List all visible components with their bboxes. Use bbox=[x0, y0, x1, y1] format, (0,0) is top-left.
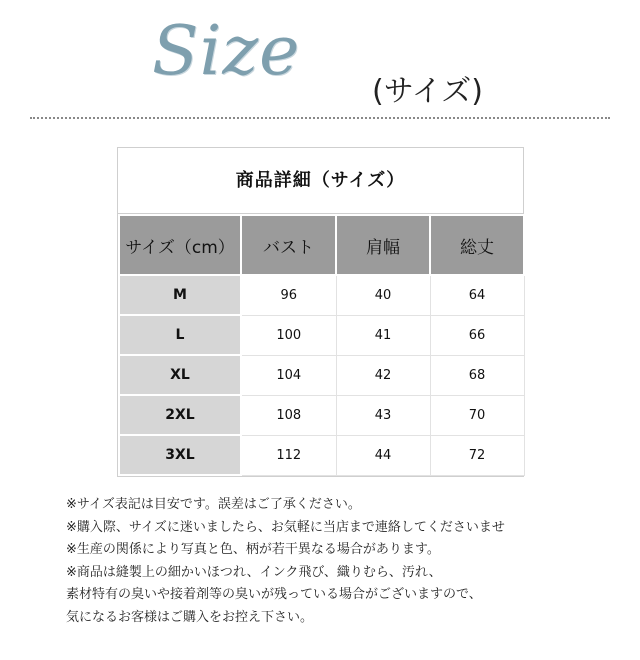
header-row bbox=[119, 215, 524, 275]
size-subtitle: (サイズ) bbox=[372, 74, 484, 109]
bust-cell: 96 bbox=[241, 275, 336, 315]
shoulder-cell: 43 bbox=[336, 395, 430, 435]
note-line: 素材特有の臭いや接着剤等の臭いが残っている場合がございますので、 bbox=[66, 587, 482, 602]
note-line: ※生産の関係により写真と色、柄が若干異なる場合があります。 bbox=[66, 542, 440, 557]
size-cell: 3XL bbox=[119, 435, 241, 475]
shoulder-cell: 41 bbox=[336, 315, 430, 355]
note-line: ※購入際、サイズに迷いましたら、お気軽に当店まで連絡してくださいませ bbox=[66, 519, 505, 535]
length-cell: 64 bbox=[430, 275, 524, 315]
dotted-divider bbox=[30, 117, 610, 119]
size-table bbox=[117, 147, 524, 477]
size-cell: M bbox=[119, 275, 241, 315]
note-line: ※商品は縫製上の細かいほつれ、インク飛び、織りむら、汚れ、 bbox=[66, 564, 442, 580]
length-cell: 66 bbox=[430, 315, 524, 355]
length-cell: 70 bbox=[430, 395, 524, 435]
bust-cell: 104 bbox=[241, 355, 336, 395]
bust-cell: 112 bbox=[241, 435, 336, 475]
notes bbox=[66, 494, 626, 629]
table-row bbox=[119, 395, 524, 435]
size-chart bbox=[118, 214, 525, 476]
size-header bbox=[0, 0, 640, 120]
length-cell: 72 bbox=[430, 435, 524, 475]
size-cell: L bbox=[119, 315, 241, 355]
shoulder-cell: 40 bbox=[336, 275, 430, 315]
note-line: ※サイズ表記は目安です。誤差はご了承ください。 bbox=[66, 497, 361, 512]
column-header-bust: バスト bbox=[241, 215, 336, 275]
length-cell: 68 bbox=[430, 355, 524, 395]
bust-cell: 100 bbox=[241, 315, 336, 355]
note-line: 気になるお客様はご購入をお控え下さい。 bbox=[66, 609, 314, 625]
size-cell: 2XL bbox=[119, 395, 241, 435]
table-row bbox=[119, 315, 524, 355]
table-row bbox=[119, 355, 524, 395]
table-row bbox=[119, 435, 524, 475]
column-header-size: サイズ（cm） bbox=[119, 215, 241, 275]
size-cell: XL bbox=[119, 355, 241, 395]
bust-cell: 108 bbox=[241, 395, 336, 435]
shoulder-cell: 42 bbox=[336, 355, 430, 395]
column-header-shoulder: 肩幅 bbox=[336, 215, 430, 275]
shoulder-cell: 44 bbox=[336, 435, 430, 475]
column-header-length: 総丈 bbox=[430, 215, 524, 275]
size-script-title: Size bbox=[152, 12, 301, 91]
table-title: 商品詳細（サイズ） bbox=[118, 148, 523, 214]
table-row bbox=[119, 275, 524, 315]
